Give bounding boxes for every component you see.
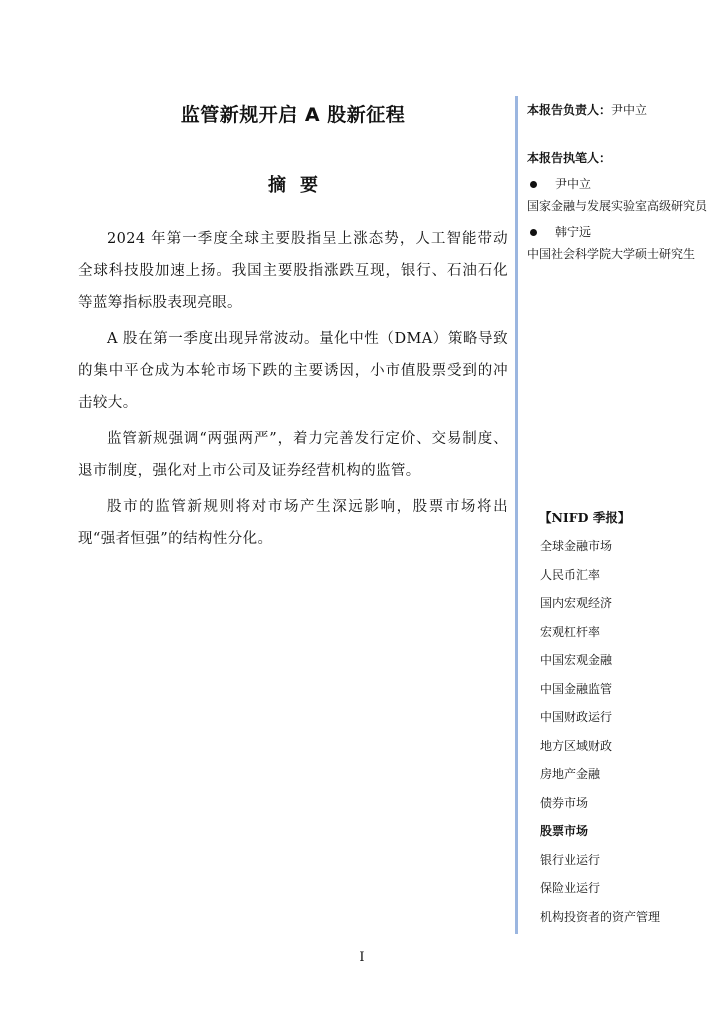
writers-label: 本报告执笔人： — [527, 151, 612, 165]
responsible-name: 尹中立 — [611, 103, 648, 117]
report-series-item: 宏观杠杆率 — [540, 624, 601, 639]
abstract-paragraph-4: 股市的监管新规则将对市场产生深远影响，股票市场将出现“强者恒强”的结构性分化。 — [78, 499, 508, 547]
bullet-icon — [530, 181, 537, 188]
author-name: 尹中立 — [555, 177, 592, 191]
report-series-item: 房地产金融 — [540, 767, 601, 781]
author-item — [527, 174, 707, 194]
responsible-block — [527, 100, 707, 120]
report-series-item: 保险业运行 — [540, 881, 601, 895]
report-series-item: 全球金融市场 — [540, 539, 613, 553]
author-affiliation: 国家金融与发展实验室高级研究员 — [527, 199, 708, 213]
page-number: I — [359, 950, 365, 965]
report-series-list — [540, 536, 660, 935]
writers-block — [527, 148, 707, 264]
author-affiliation: 中国社会科学院大学硕士研究生 — [527, 247, 696, 261]
author-item — [527, 222, 707, 242]
report-series-item: 人民币汇率 — [540, 567, 601, 582]
abstract-paragraph-2: A 股在第一季度出现异常波动。量化中性（DMA）策略导致的集中平仓成为本轮市场下跌的主要诱因，小市值股票受到的冲击较大。 — [78, 331, 508, 411]
report-series-item: 股票市场 — [540, 824, 589, 838]
responsible-label: 本报告负责人： — [527, 103, 612, 117]
abstract-heading: 摘要 — [268, 175, 332, 196]
sidebar — [527, 100, 707, 268]
sidebar-divider — [515, 96, 518, 934]
report-series-header: 【NIFD 季报】 — [539, 510, 631, 525]
report-series-item: 银行业运行 — [540, 852, 601, 867]
document-title: 监管新规开启 A 股新征程 — [180, 104, 406, 126]
report-series-item: 国内宏观经济 — [540, 596, 613, 610]
report-series-item: 地方区域财政 — [540, 738, 613, 753]
report-series-item: 机构投资者的资产管理 — [540, 909, 661, 924]
author-name: 韩宁远 — [555, 225, 592, 239]
bullet-icon — [530, 229, 537, 236]
main-content — [78, 100, 508, 559]
report-series-item: 债券市场 — [540, 795, 589, 810]
abstract-paragraph-1: 2024 年第一季度全球主要股指呈上涨态势，人工智能带动全球科技股加速上扬。我国主要股指涨跌互现，银行、石油石化等蓝筹指标股表现亮眼。 — [78, 231, 508, 311]
report-series-item: 中国宏观金融 — [540, 653, 613, 667]
report-series-item: 中国财政运行 — [540, 710, 613, 724]
abstract-paragraph-3: 监管新规强调“两强两严”，着力完善发行定价、交易制度、退市制度，强化对上市公司及证券经营机构的监管。 — [78, 431, 508, 479]
report-series-item: 中国金融监管 — [540, 681, 613, 696]
